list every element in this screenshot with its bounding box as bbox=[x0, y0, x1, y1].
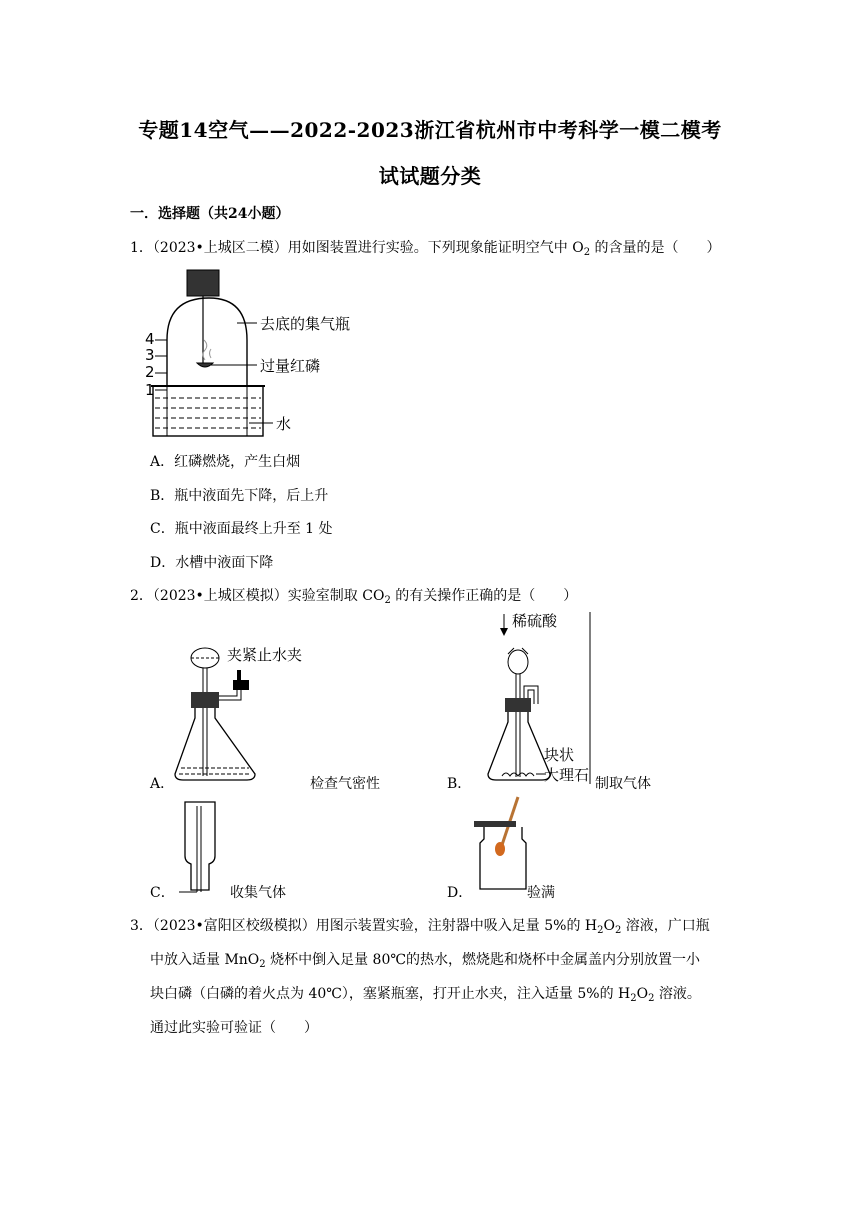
label-lump: 块状 bbox=[544, 746, 575, 764]
q2-figure-d bbox=[470, 795, 540, 895]
label-marble: 大理石 bbox=[544, 766, 590, 784]
scale-3: 3 bbox=[145, 346, 155, 364]
question-3-line1: 3．（2023•富阳区校级模拟）用图示装置实验，注射器中吸入足量 5%的 $H_2O_2$ 溶液，广口瓶 bbox=[130, 918, 710, 936]
q2-option-d-text: 验满 bbox=[527, 885, 555, 901]
q1-option-c: C．瓶中液面最终上升至 1 处 bbox=[150, 521, 333, 537]
question-1-stem: 1．（2023•上城区二模）用如图装置进行实验。下列现象能证明空气中 $O_2$ 的含量的是（ ） bbox=[130, 240, 721, 258]
scale-1: 1 bbox=[145, 381, 155, 399]
q2-option-a-letter: A． bbox=[150, 776, 175, 792]
q2-option-a-text: 检查气密性 bbox=[310, 776, 380, 792]
q2-option-b-text: 制取气体 bbox=[595, 776, 651, 792]
scale-4: 4 bbox=[145, 330, 155, 348]
q1-option-b: B．瓶中液面先下降，后上升 bbox=[150, 488, 329, 504]
q2-figure-c bbox=[175, 800, 225, 900]
question-1-figure bbox=[145, 268, 375, 443]
label-clamp: 夹紧止水夹 bbox=[227, 646, 303, 664]
question-3-line4: 通过此实验可验证（ ） bbox=[150, 1020, 318, 1036]
q2-figure-b bbox=[480, 612, 600, 787]
label-water: 水 bbox=[276, 415, 292, 433]
q2-option-c-text: 收集气体 bbox=[230, 885, 286, 901]
doc-title-line2: 试试题分类 bbox=[378, 164, 482, 188]
label-phosphorus: 过量红磷 bbox=[260, 357, 321, 375]
q1-option-a: A．红磷燃烧，产生白烟 bbox=[150, 454, 301, 470]
q2-figure-a bbox=[175, 640, 335, 785]
section-heading: 一．选择题（共24小题） bbox=[130, 206, 290, 222]
doc-title-line1: 专题14空气——2022-2023浙江省杭州市中考科学一模二模考 bbox=[138, 118, 722, 142]
question-2-stem: 2．（2023•上城区模拟）实验室制取 $CO_2$ 的有关操作正确的是（ ） bbox=[130, 588, 578, 606]
question-3-line3: 块白磷（白磷的着火点为 40℃），塞紧瓶塞，打开止水夹，注入适量 5%的 $H_2O_2$ 溶液。 bbox=[150, 986, 701, 1004]
label-acid: 稀硫酸 bbox=[512, 612, 558, 630]
label-jar: 去底的集气瓶 bbox=[260, 315, 351, 333]
q2-option-d-letter: D． bbox=[447, 885, 473, 901]
scale-2: 2 bbox=[145, 363, 155, 381]
q1-option-d: D．水槽中液面下降 bbox=[150, 555, 274, 571]
q2-option-b-letter: B． bbox=[447, 776, 472, 792]
question-3-line2: 中放入适量 MnO$_2$ 烧杯中倒入足量 80℃的热水，燃烧匙和烧杯中金属盖内分别放置一小 bbox=[150, 952, 701, 970]
q2-option-c-letter: C． bbox=[150, 885, 175, 901]
